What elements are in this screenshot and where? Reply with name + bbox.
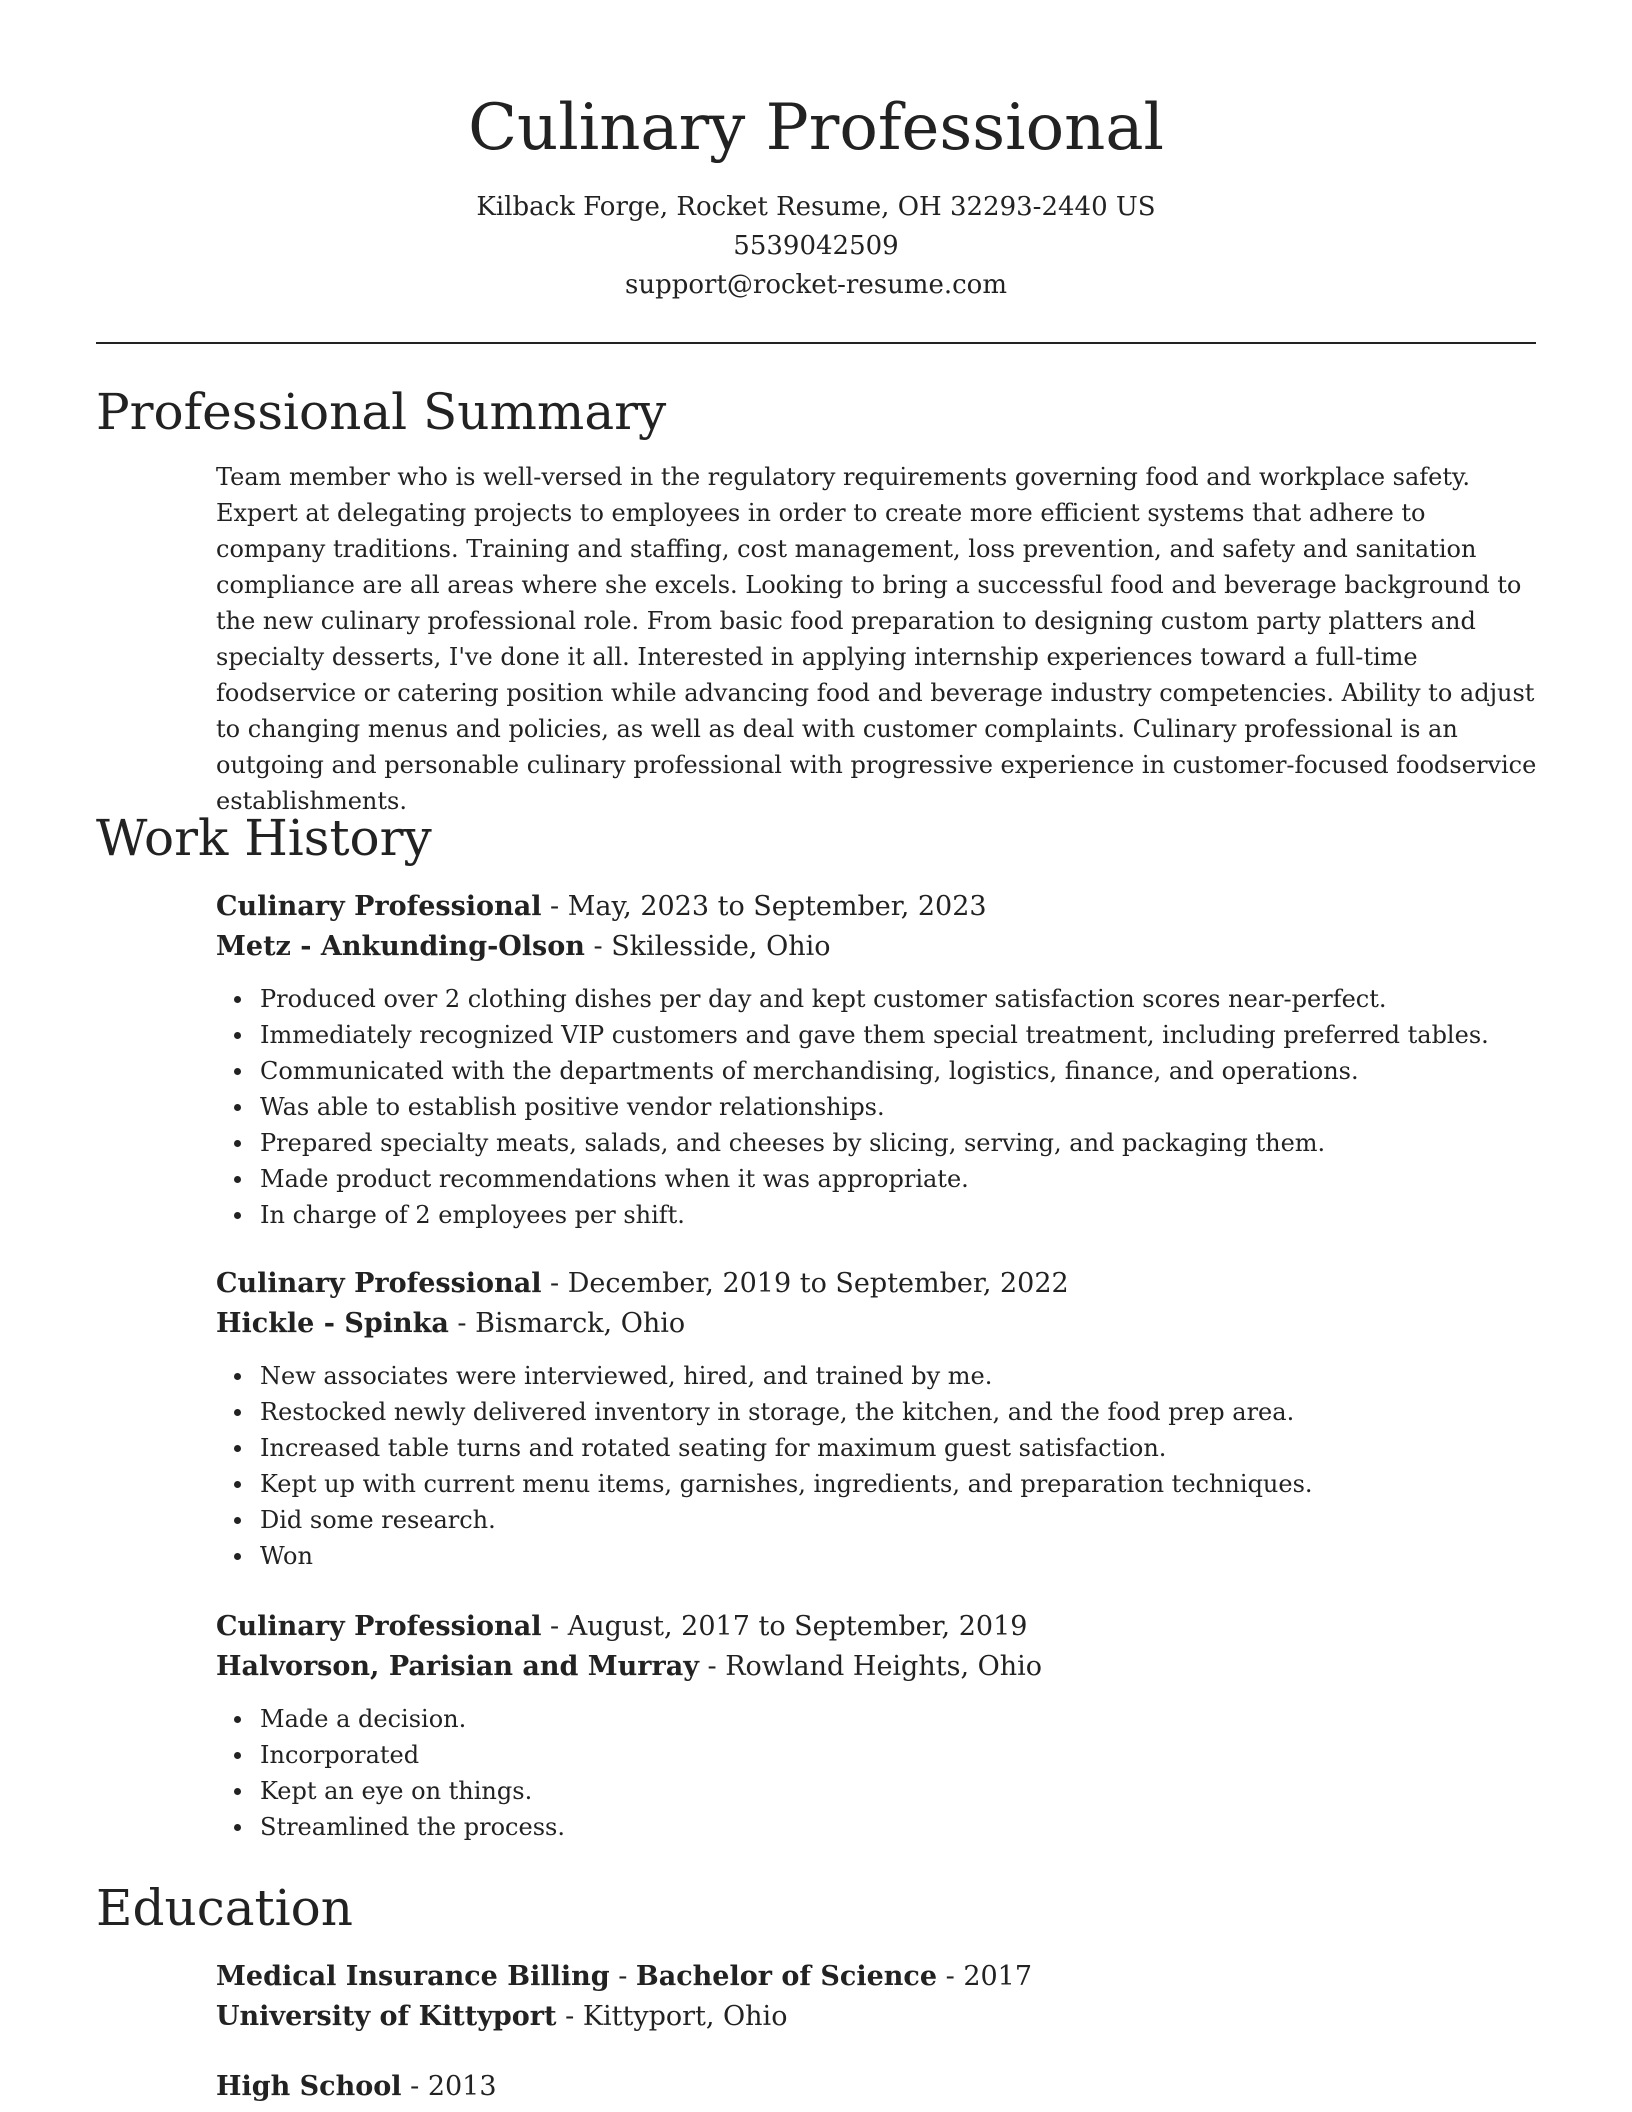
list-item: Restocked newly delivered inventory in storage, the kitchen, and the food prep area.: [260, 1394, 1538, 1430]
section-title-work-history: Work History: [96, 809, 432, 867]
job-title-line: Culinary Professional - December, 2019 to September, 2022: [216, 1268, 1069, 1299]
job-role: Culinary Professional: [216, 891, 542, 922]
job-location: Bismarck, Ohio: [475, 1308, 686, 1339]
job-company-line: Metz - Ankunding-Olson - Skilesside, Ohio: [216, 931, 831, 962]
job-title-line: Culinary Professional - May, 2023 to September, 2023: [216, 891, 987, 922]
list-item: Made product recommendations when it was appropriate.: [260, 1161, 1538, 1197]
job-bullets: [216, 981, 1538, 1233]
list-item: Made a decision.: [260, 1701, 1538, 1737]
list-item: Kept up with current menu items, garnishes, ingredients, and preparation techniques.: [260, 1466, 1538, 1502]
education-entry: [216, 2067, 1538, 2107]
job-bullets: [216, 1701, 1538, 1845]
list-item: Won: [260, 1538, 1538, 1574]
education-field: Medical Insurance Billing: [216, 1961, 610, 1992]
list-item: In charge of 2 employees per shift.: [260, 1197, 1538, 1233]
list-item: Incorporated: [260, 1737, 1538, 1773]
job-bullets: [216, 1358, 1538, 1574]
list-item: Immediately recognized VIP customers and gave them special treatment, including preferred tables.: [260, 1017, 1538, 1053]
job-role: Culinary Professional: [216, 1268, 542, 1299]
list-item: Streamlined the process.: [260, 1809, 1538, 1845]
job-company: Halvorson, Parisian and Murray: [216, 1651, 699, 1682]
job-company-line: Hickle - Spinka - Bismarck, Ohio: [216, 1308, 686, 1339]
list-item: New associates were interviewed, hired, and trained by me.: [260, 1358, 1538, 1394]
job-location: Skilesside, Ohio: [611, 931, 831, 962]
section-title-education: Education: [96, 1879, 353, 1937]
email-address: support@rocket-resume.com: [624, 270, 1007, 300]
candidate-name: Culinary Professional: [468, 91, 1164, 165]
list-item: Produced over 2 clothing dishes per day and kept customer satisfaction scores near-perfect.: [260, 981, 1538, 1017]
list-item: Did some research.: [260, 1502, 1538, 1538]
job-location: Rowland Heights, Ohio: [725, 1651, 1043, 1682]
job-company-line: Halvorson, Parisian and Murray - Rowland Heights, Ohio: [216, 1651, 1043, 1682]
education-entry: [216, 1957, 1538, 2037]
job-dates: August, 2017 to September, 2019: [567, 1611, 1028, 1642]
job-entry: [216, 887, 1538, 1233]
summary-text: Team member who is well-versed in the regulatory requirements governing food and workplace safety. Expert at delegating projects to employees in order to create more efficient systems that adhere to company traditions. Training and staffing, cost management, loss prevention, and safety and sanitation compliance are all areas where she excels. Looking to bring a successful food and beverage background to the new culinary professional role. From basic food preparation to designing custom party platters and specialty desserts, I've done it all. Interested in applying internship experiences toward a full-time foodservice or catering position while advancing food and beverage industry competencies. Ability to adjust to changing menus and policies, as well as deal with customer complaints. Culinary professional is an outgoing and personable culinary professional with progressive experience in customer-focused foodservice establishments.: [216, 463, 1537, 815]
education-school-line: University of Kittyport - Kittyport, Ohio: [216, 2001, 788, 2032]
education-location: Kittyport, Ohio: [582, 2001, 788, 2032]
list-item: Prepared specialty meats, salads, and cheeses by slicing, serving, and packaging them.: [260, 1125, 1538, 1161]
list-item: Increased table turns and rotated seating for maximum guest satisfaction.: [260, 1430, 1538, 1466]
job-title-line: Culinary Professional - August, 2017 to September, 2019: [216, 1611, 1028, 1642]
job-dates: December, 2019 to September, 2022: [567, 1268, 1069, 1299]
job-dates: May, 2023 to September, 2023: [567, 891, 987, 922]
education-degree-line: Medical Insurance Billing - Bachelor of Science - 2017: [216, 1961, 1033, 1992]
education-school: University of Kittyport: [216, 2001, 557, 2032]
education-degree: Bachelor of Science: [635, 1961, 938, 1992]
job-company: Metz - Ankunding-Olson: [216, 931, 585, 962]
resume-header: [96, 82, 1536, 305]
address: Kilback Forge, Rocket Resume, OH 32293-2440 US: [476, 192, 1156, 222]
header-divider: [96, 342, 1536, 344]
job-entry: [216, 1607, 1538, 1845]
phone-number: 5539042509: [733, 231, 899, 261]
education-field: High School: [216, 2071, 402, 2102]
list-item: Kept an eye on things.: [260, 1773, 1538, 1809]
job-company: Hickle - Spinka: [216, 1308, 449, 1339]
job-entry: [216, 1264, 1538, 1574]
education-degree-line: High School - 2013: [216, 2071, 497, 2102]
list-item: Communicated with the departments of merchandising, logistics, finance, and operations.: [260, 1053, 1538, 1089]
contact-info: [96, 188, 1536, 305]
job-role: Culinary Professional: [216, 1611, 542, 1642]
education-year: 2017: [963, 1961, 1033, 1992]
education-year: 2013: [427, 2071, 497, 2102]
section-title-summary: Professional Summary: [96, 383, 667, 441]
list-item: Was able to establish positive vendor relationships.: [260, 1089, 1538, 1125]
summary-section: [216, 459, 1538, 819]
